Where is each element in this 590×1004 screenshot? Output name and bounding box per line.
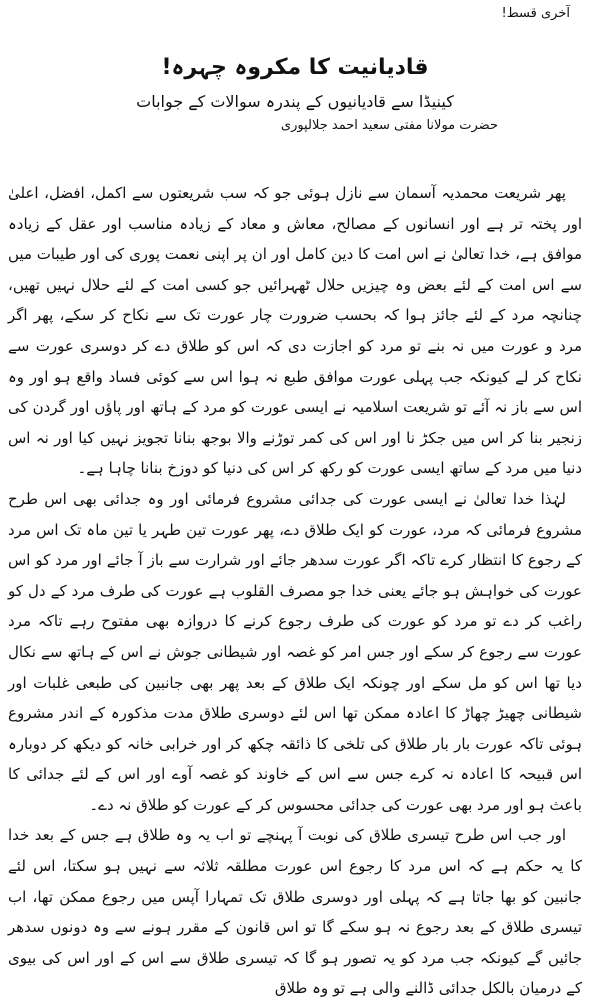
article-title: قادیانیت کا مکروہ چہرہ! bbox=[161, 55, 429, 80]
article-author: حضرت مولانا مفتی سعید احمد جلالپوری bbox=[280, 118, 498, 133]
body-paragraph: اور جب اس طرح تیسری طلاق کی نوبت آ پہنچے تو اب یہ وہ طلاق ہے جس کے بعد خدا کا یہ حکم ہے کہ اس مرد کا رجوع اس عورت مطلقہ ثلاثہ سے نہیں ہو سکتا، اس لئے جانبین کو بھا جاتا ہے کہ پہلی اور دوسری طلاق تک تمہارا آپس میں رجوع ممکن تھا، اب تیسری طلاق کے بعد رجوع نہ ہو سکے گا تو اس قانون کے مقرر ہونے سے وہ دونوں سدھر جائیں گے کیونکہ جب مرد کو یہ تصور ہو گا کہ تیسری طلاق سے اس کے اور اس کی بیوی کے درمیان بالکل جدائی ڈالنے والی ہے تو وہ طلاق bbox=[8, 826, 582, 998]
final-installment-note: آخری قسط! bbox=[501, 6, 570, 21]
body-paragraph: پھر شریعت محمدیہ آسمان سے نازل ہوئی جو کہ سب شریعتوں سے اکمل، افضل، اعلیٰ اور پختہ تر ہے اور انسانوں کے مصالح، معاش و معاد کے زیادہ مناسب اور عقل کے زیادہ موافق ہے، خدا تعالیٰ نے اس امت کا دین کامل اور ان پر اپنی نعمت پوری کی اور طیبات میں سے اس امت کے لئے بعض وہ چیزیں حلال ٹھہرائیں جو کسی امت کے لئے حلال نہیں تھیں، چنانچہ مرد کے لئے جائز ہوا کہ بحسب ضرورت چار عورت تک سے نکاح کر سکے، پھر اگر مرد و عورت میں نہ بنے تو مرد کو اجازت دی کہ اس کو طلاق دے کر دوسری عورت سے نکاح کر لے کیونکہ جب پہلی عورت موافق طبع نہ ہوا اس سے کوئی فساد واقع ہو اور وہ اس سے باز نہ آئے تو شریعت اسلامیہ نے ایسی عورت کو مرد کے ہاتھ اور پاؤں اور گردن کی زنجیر بنا کر اس میں جکڑ نا اور اس کی کمر توڑنے والا بوجھ بنانا تجویز نہیں کیا اور نہ اس دنیا میں مرد کے ساتھ ایسی عورت کو رکھ کر اس کی دنیا کو دوزخ بنانا چاہا ہے۔ bbox=[8, 184, 582, 478]
article-body bbox=[8, 178, 582, 998]
body-paragraph: لہٰذا خدا تعالیٰ نے ایسی عورت کی جدائی مشروع فرمائی اور وہ جدائی بھی اس طرح مشروع فرمائی کہ مرد، عورت کو ایک طلاق دے، پھر عورت تین طہر یا تین ماہ تک اس مرد کے رجوع کا انتظار کرے تاکہ اگر عورت سدھر جائے اور شرارت سے باز آ جائے اور مرد کو اس عورت کی خواہش ہو جائے یعنی خدا جو مصرف القلوب ہے عورت کی طرف مرد کے دل کو راغب کر دے تو مرد کو عورت کی طرف رجوع کرنے کا دروازہ بھی مفتوح رہے تاکہ مرد عورت سے رجوع کر سکے اور جس امر کو غصہ اور شیطانی جوش نے اس کے ہاتھ سے نکال دیا تھا اس کو مل سکے اور چونکہ ایک طلاق کے بعد پھر بھی جانبین کی طبعی غلبات اور شیطانی چھیڑ چھاڑ کا اعادہ ممکن تھا اس لئے دوسری طلاق مدت مذکورہ کے اندر مشروع ہوئی تاکہ عورت بار بار طلاق کی تلخی کا ذائقہ چکھ کر اور خرابی خانہ کو دیکھ کر دوبارہ اس قبیحہ کا اعادہ نہ کرے جس سے اس کے خاوند کو غصہ آوے اور اس کے لئے جدائی کا باعث ہو اور مرد بھی عورت کی جدائی محسوس کر کے عورت کو طلاق نہ دے۔ bbox=[8, 489, 582, 814]
article-subtitle: کینیڈا سے قادیانیوں کے پندرہ سوالات کے جوابات bbox=[136, 92, 454, 111]
